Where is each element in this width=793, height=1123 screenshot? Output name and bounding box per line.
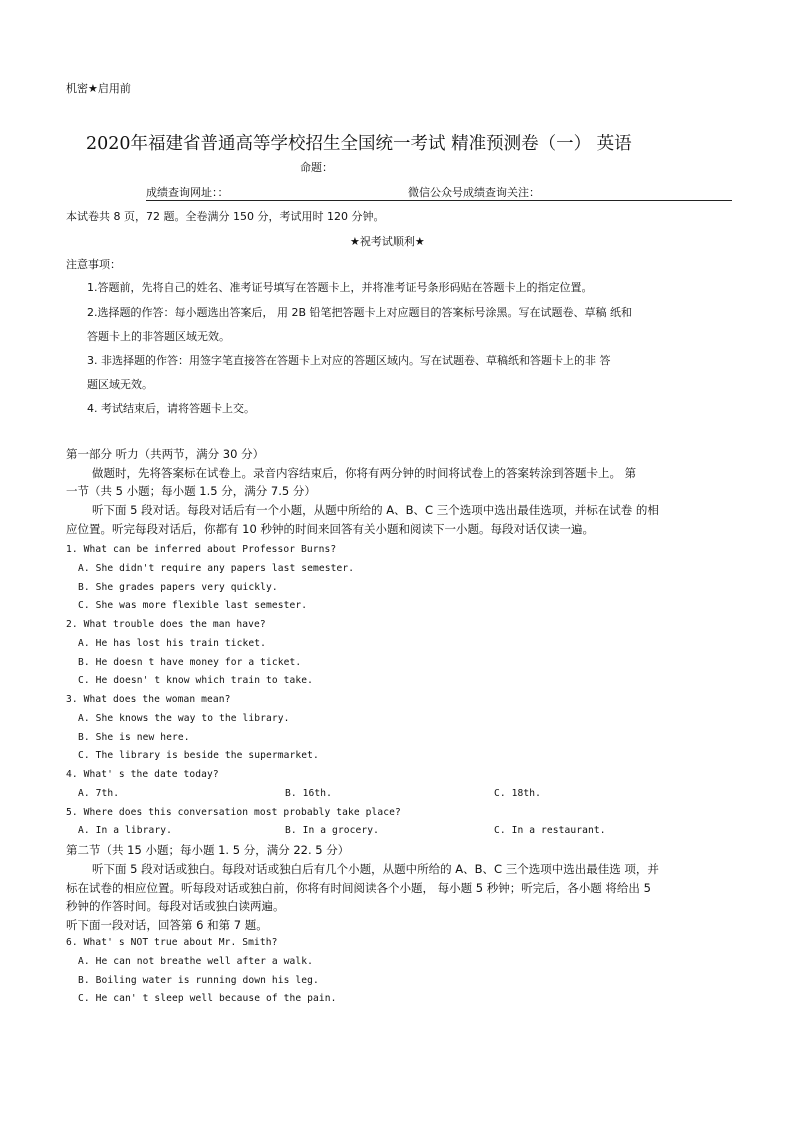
note-4: 4. 考试结束后，请将答题卡上交。 — [87, 402, 255, 415]
section2-instruction-3: 秒钟的作答时间。每段对话或独白读两遍。 — [66, 899, 285, 913]
note-2: 2.选择题的作答：每小题选出答案后， 用 2B 铅笔把答题卡上对应题目的答案标号涂黑。写在试题卷、草稿 纸和 — [87, 306, 633, 319]
q2-option-b: B. He doesn t have money for a ticket. — [78, 657, 302, 668]
section2-instruction-1: 听下面 5 段对话或独白。每段对话或独白后有几个小题，从题中所给的 A、B、C 三个选项中选出最佳选 项，并 — [92, 862, 659, 876]
note-2-cont: 答题卡上的非答题区域无效。 — [87, 330, 230, 343]
q1-option-a: A. She didn't require any papers last semester. — [78, 563, 355, 574]
question-6: 6. What' s NOT true about Mr. Smith? — [66, 937, 278, 948]
question-2: 2. What trouble does the man have? — [66, 619, 266, 630]
notes-title: 注意事项： — [66, 258, 121, 271]
part1-instruction-1: 做题时，先将答案标在试卷上。录音内容结束后，你将有两分钟的时间将试卷上的答案转涂到答题卡上。 第 — [92, 466, 637, 480]
q6-option-b: B. Boiling water is running down his leg. — [78, 975, 319, 986]
part1-instruction-2: 一节（共 5 小题；每小题 1.5 分，满分 7.5 分） — [66, 484, 316, 498]
q4-option-b: B. 16th. — [285, 788, 333, 799]
question-5: 5. Where does this conversation most probably take place? — [66, 807, 401, 818]
question-4: 4. What' s the date today? — [66, 769, 219, 780]
q2-option-c: C. He doesn' t know which train to take. — [78, 675, 314, 686]
q2-option-a: A. He has lost his train ticket. — [78, 638, 267, 649]
page-title: 2020年福建省普通高等学校招生全国统一考试 精准预测卷（一） 英语 — [86, 134, 632, 154]
note-3-cont: 题区域无效。 — [87, 378, 153, 391]
exam-summary: 本试卷共 8 页，72 题。全卷满分 150 分，考试用时 120 分钟。 — [66, 210, 385, 223]
wish-text: ★祝考试顺利★ — [350, 235, 425, 248]
q5-option-b: B. In a grocery. — [285, 825, 380, 836]
question-1: 1. What can be inferred about Professor Burns? — [66, 544, 337, 555]
confidential-label: 机密★启用前 — [66, 82, 131, 95]
note-3: 3. 非选择题的作答：用签字笔直接答在答题卡上对应的答题区域内。写在试题卷、草稿纸和答题卡上的非 答 — [87, 354, 611, 367]
q6-option-a: A. He can not breathe well after a walk. — [78, 956, 314, 967]
q1-option-b: B. She grades papers very quickly. — [78, 582, 278, 593]
score-url-label: 成绩查询网址：： — [146, 186, 229, 199]
q4-option-a: A. 7th. — [78, 788, 120, 799]
section1-instruction-1: 听下面 5 段对话。每段对话后有一个小题，从题中所给的 A、B、C 三个选项中选出最佳选项，并标在试卷 的相 — [92, 503, 659, 517]
section1-instruction-2: 应位置。听完每段对话后，你都有 10 秒钟的时间来回答有关小题和阅读下一小题。每段对话仅读一遍。 — [66, 522, 594, 536]
q3-option-c: C. The library is beside the supermarket. — [78, 750, 319, 761]
q3-option-a: A. She knows the way to the library. — [78, 713, 290, 724]
q5-option-a: A. In a library. — [78, 825, 173, 836]
q6-option-c: C. He can' t sleep well because of the pain. — [78, 993, 337, 1004]
section2-instruction-2: 标在试卷的相应位置。听每段对话或独白前，你将有时间阅读各个小题， 每小题 5 秒钟；听完后，各小题 将给出 5 — [66, 881, 651, 895]
q1-option-c: C. She was more flexible last semester. — [78, 600, 308, 611]
section2-subinstruction: 听下面一段对话，回答第 6 和第 7 题。 — [66, 918, 268, 932]
question-3: 3. What does the woman mean? — [66, 694, 231, 705]
header-rule — [146, 200, 732, 201]
wechat-label: 微信公众号成绩查询关注： — [408, 186, 540, 199]
author-label: 命题： — [300, 161, 333, 174]
q3-option-b: B. She is new here. — [78, 732, 190, 743]
section2-heading: 第二节（共 15 小题；每小题 1. 5 分，满分 22. 5 分） — [66, 843, 350, 857]
q4-option-c: C. 18th. — [494, 788, 542, 799]
part1-heading: 第一部分 听力（共两节，满分 30 分） — [66, 447, 265, 461]
q5-option-c: C. In a restaurant. — [494, 825, 606, 836]
note-1: 1.答题前，先将自己的姓名、准考证号填写在答题卡上，并将准考证号条形码贴在答题卡上的指定位置。 — [87, 281, 593, 294]
